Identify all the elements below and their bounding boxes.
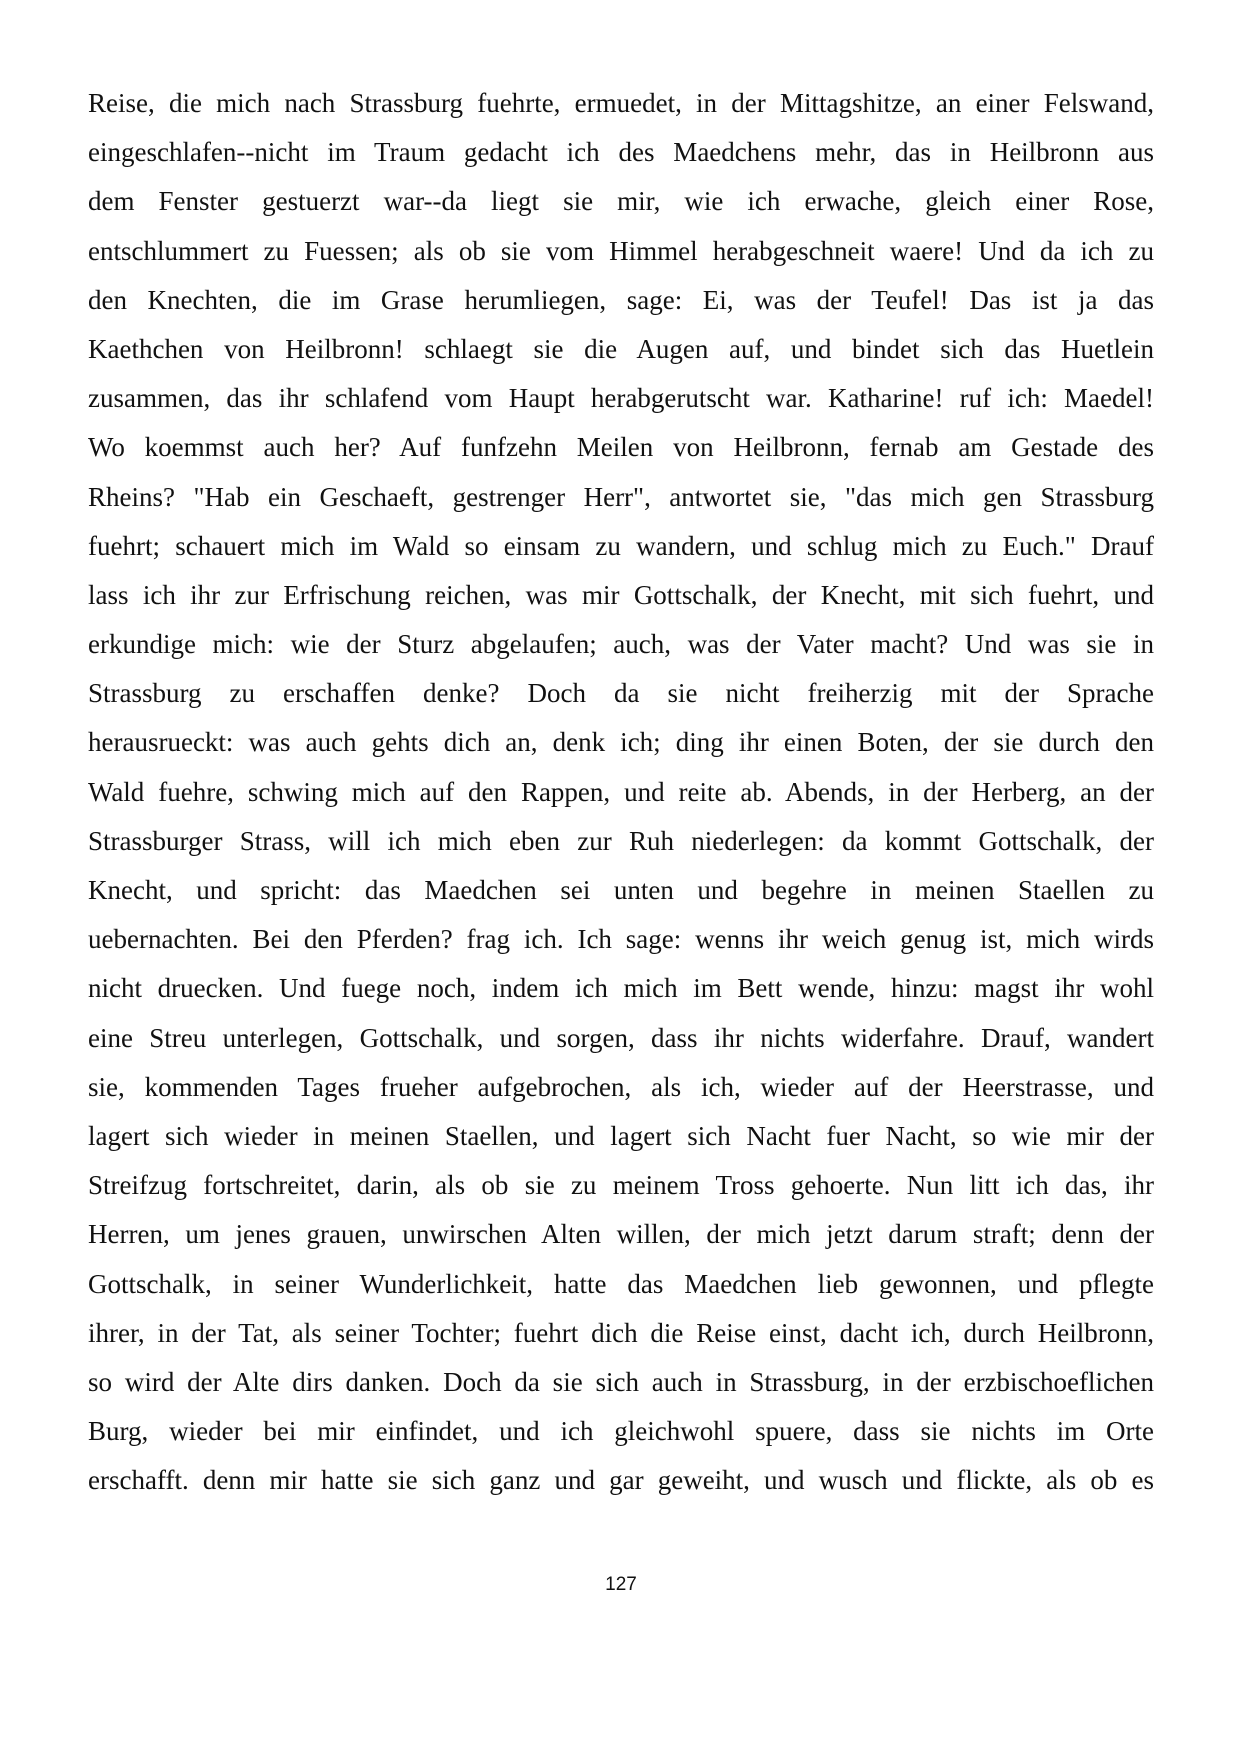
text-line: entschlummert zu Fuessen; als ob sie vom Himmel herabgeschneit waere! Und da ich zu xyxy=(88,235,1154,266)
text-line: dem Fenster gestuerzt war--da liegt sie mir, wie ich erwache, gleich einer Rose, xyxy=(88,186,1154,217)
body-text xyxy=(88,79,1154,1505)
text-line: herausrueckt: was auch gehts dich an, denk ich; ding ihr einen Boten, der sie durch den xyxy=(88,727,1154,758)
text-line: Strassburg zu erschaffen denke? Doch da sie nicht freiherzig mit der Sprache xyxy=(88,678,1154,709)
text-line: Reise, die mich nach Strassburg fuehrte, ermuedet, in der Mittagshitze, an einer Felswand, xyxy=(88,88,1154,118)
text-line: erkundige mich: wie der Sturz abgelaufen; auch, was der Vater macht? Und was sie in xyxy=(88,629,1154,660)
text-line: Knecht, und spricht: das Maedchen sei unten und begehre in meinen Staellen zu xyxy=(88,875,1154,905)
text-line: lass ich ihr zur Erfrischung reichen, was mir Gottschalk, der Knecht, mit sich fuehrt, und xyxy=(88,579,1154,610)
text-line: ihrer, in der Tat, als seiner Tochter; fuehrt dich die Reise einst, dacht ich, durch Heilbronn, xyxy=(88,1317,1154,1348)
text-line: eine Streu unterlegen, Gottschalk, und sorgen, dass ihr nichts widerfahre. Drauf, wandert xyxy=(88,1022,1154,1053)
text-line: lagert sich wieder in meinen Staellen, und lagert sich Nacht fuer Nacht, so wie mir der xyxy=(88,1120,1154,1151)
text-line: erschafft. denn mir hatte sie sich ganz und gar geweiht, und wusch und flickte, als ob es xyxy=(88,1465,1154,1496)
text-line: uebernachten. Bei den Pferden? frag ich. Ich sage: wenns ihr weich genug ist, mich wirds xyxy=(88,924,1154,955)
text-line: so wird der Alte dirs danken. Doch da sie sich auch in Strassburg, in der erzbischoeflichen xyxy=(88,1366,1154,1397)
text-line: Wo koemmst auch her? Auf funfzehn Meilen von Heilbronn, fernab am Gestade des xyxy=(88,432,1154,463)
text-line: den Knechten, die im Grase herumliegen, sage: Ei, was der Teufel! Das ist ja das xyxy=(88,284,1154,315)
text-line: Rheins? "Hab ein Geschaeft, gestrenger Herr", antwortet sie, "das mich gen Strassburg xyxy=(88,481,1154,512)
text-line: Wald fuehre, schwing mich auf den Rappen, und reite ab. Abends, in der Herberg, an der xyxy=(88,776,1154,807)
text-line: Herren, um jenes grauen, unwirschen Alten willen, der mich jetzt darum straft; denn der xyxy=(88,1219,1154,1250)
text-line: fuehrt; schauert mich im Wald so einsam zu wandern, und schlug mich zu Euch." Drauf xyxy=(88,530,1154,561)
text-line: eingeschlafen--nicht im Traum gedacht ich des Maedchens mehr, das in Heilbronn aus xyxy=(88,137,1154,168)
text-line: Kaethchen von Heilbronn! schlaegt sie die Augen auf, und bindet sich das Huetlein xyxy=(88,333,1154,364)
text-line: zusammen, das ihr schlafend vom Haupt herabgerutscht war. Katharine! ruf ich: Maedel! xyxy=(88,383,1154,414)
text-line: Streifzug fortschreitet, darin, als ob sie zu meinem Tross gehoerte. Nun litt ich das, ihr xyxy=(88,1170,1154,1201)
text-line: Gottschalk, in seiner Wunderlichkeit, hatte das Maedchen lieb gewonnen, und pflegte xyxy=(88,1268,1154,1299)
text-line: nicht druecken. Und fuege noch, indem ich mich im Bett wende, hinzu: magst ihr wohl xyxy=(88,973,1154,1004)
text-line: sie, kommenden Tages frueher aufgebrochen, als ich, wieder auf der Heerstrasse, und xyxy=(88,1071,1154,1102)
text-line: Burg, wieder bei mir einfindet, und ich gleichwohl spuere, dass sie nichts im Orte xyxy=(88,1416,1154,1447)
text-line: Strassburger Strass, will ich mich eben zur Ruh niederlegen: da kommt Gottschalk, der xyxy=(88,825,1154,856)
page-number: 127 xyxy=(605,1574,637,1595)
